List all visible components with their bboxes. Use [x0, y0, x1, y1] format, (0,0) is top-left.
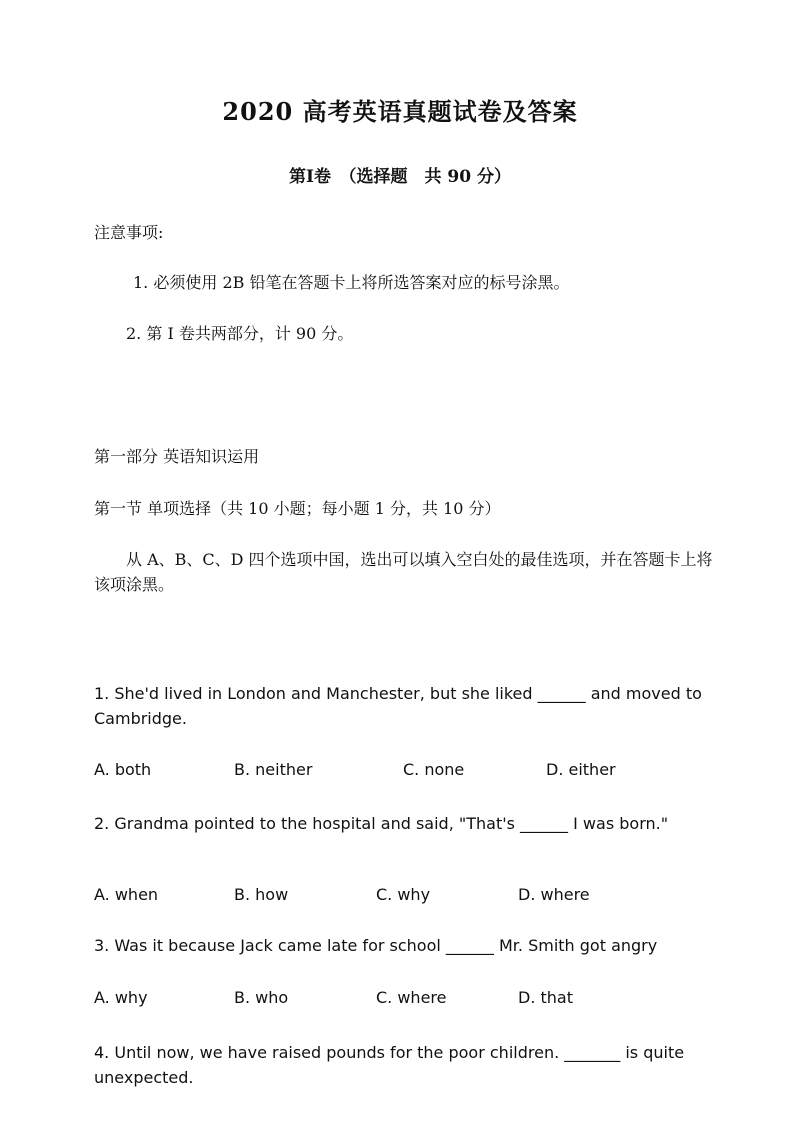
option-d[interactable]: D. where — [518, 885, 590, 904]
option-b[interactable]: B. who — [234, 988, 289, 1007]
question-stem: 1. She'd lived in London and Manchester, but she liked ______ and moved to Cambridge. — [94, 684, 702, 728]
notice-item: 2. 第 I 卷共两部分，计 90 分。 — [126, 324, 354, 343]
document-title: 2020 高考英语真题试卷及答案 — [222, 97, 578, 126]
instruction-paragraph: 从 A、B、C、D 四个选项中国，选出可以填入空白处的最佳选项，并在答题卡上将该项涂黑。 — [94, 550, 713, 594]
notice-heading: 注意事项: — [94, 223, 164, 242]
section-heading: 第一节 单项选择（共 10 小题；每小题 1 分，共 10 分） — [94, 499, 501, 518]
notice-item: 1. 必须使用 2B 铅笔在答题卡上将所选答案对应的标号涂黑。 — [133, 273, 570, 292]
option-d[interactable]: D. that — [518, 988, 573, 1007]
part-heading: 第一部分 英语知识运用 — [94, 447, 260, 466]
option-d[interactable]: D. either — [546, 760, 616, 779]
option-a[interactable]: A. why — [94, 988, 148, 1007]
option-c[interactable]: C. why — [376, 885, 431, 904]
option-b[interactable]: B. neither — [234, 760, 313, 779]
option-a[interactable]: A. both — [94, 760, 152, 779]
question-stem: 4. Until now, we have raised pounds for the poor children. _______ is quite unexpected. — [94, 1043, 685, 1087]
option-c[interactable]: C. where — [376, 988, 447, 1007]
option-b[interactable]: B. how — [234, 885, 289, 904]
section-subtitle: 第I卷 （选择题 共 90 分） — [289, 167, 511, 187]
question-stem: 3. Was it because Jack came late for school ______ Mr. Smith got angry — [94, 936, 658, 955]
question-stem: 2. Grandma pointed to the hospital and said, "That's ______ I was born." — [94, 814, 669, 833]
option-a[interactable]: A. when — [94, 885, 159, 904]
option-c[interactable]: C. none — [403, 760, 465, 779]
